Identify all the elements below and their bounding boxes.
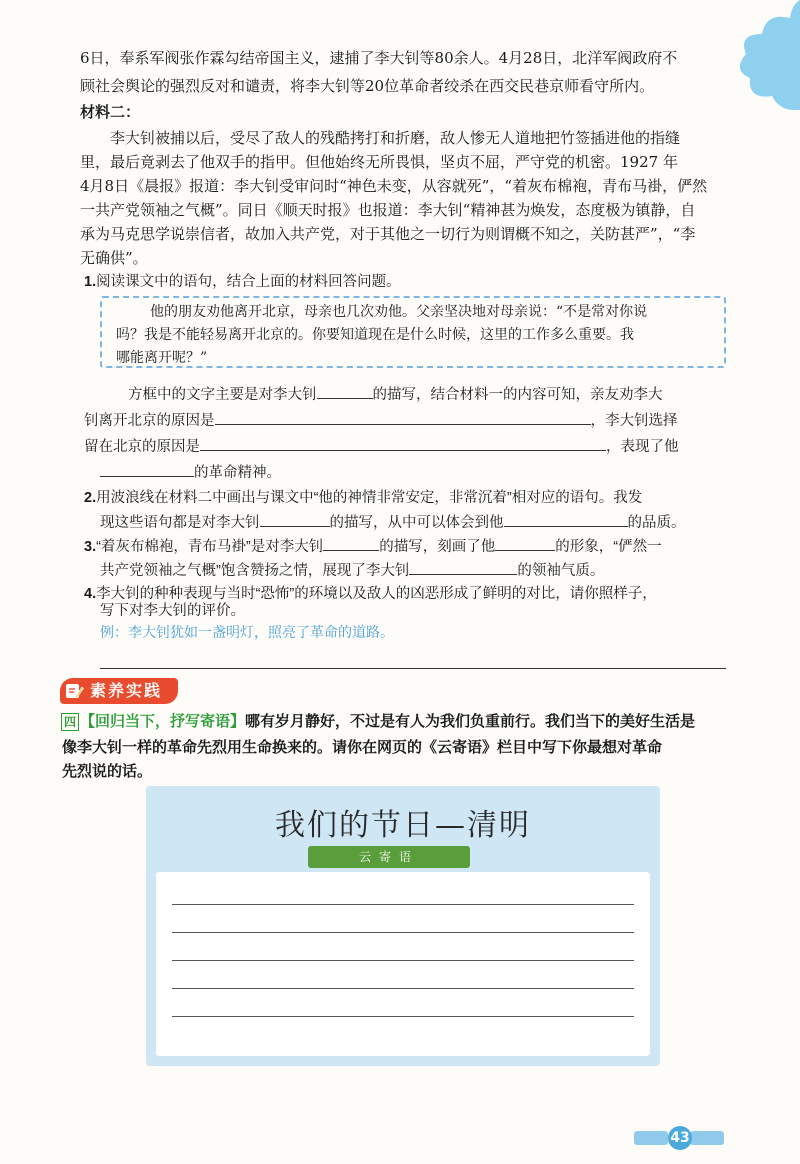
card-tab-bar: 云寄语 [308,846,470,868]
page-ornament-left [634,1131,668,1145]
answer-line [100,560,604,581]
card-title: 我们的节日—清明 [275,808,531,843]
question-4-line2: 写下对李大钊的评价。 [100,603,245,619]
page-ornament-right [690,1131,724,1145]
question-text: 的形象，“俨然一 [555,539,662,555]
answer-blank[interactable] [495,536,555,551]
writing-line[interactable] [172,988,634,989]
material-two-line: 4月8日《晨报》报道：李大钊受审问时“神色未变，从容就死”，“着灰布棉袍，青布马褂，俨然 [80,177,708,195]
answer-text: 共产党领袖之气概”饱含赞扬之情，展现了李大钊 [100,563,410,579]
question-text: 阅读课文中的语句，结合上面的材料回答问题。 [96,274,401,290]
answer-line [84,410,678,431]
answer-text: 的领袖气质。 [517,563,605,579]
material-two-line: 李大钊被捕以后，受尽了敌人的残酷拷打和折磨，敌人惨无人道地把竹签插进他的指缝 [110,129,681,147]
question-number: 4. [84,586,97,602]
answer-text: 方框中的文字主要是对李大钊 [128,387,317,403]
material-two-line: 里，最后竟剥去了他双手的指甲。但他始终无所畏惧，坚贞不屈，严守党的机密。1927 年 [80,153,678,171]
answer-blank[interactable] [317,384,373,399]
practice-text: 哪有岁月静好，不过是有人为我们负重前行。我们当下的美好生活是 [245,712,696,730]
material-two-line: 一共产党领袖之气概”。同日《顺天时报》也报道：李大钊“精神甚为焕发，态度极为镇静，自 [80,201,696,219]
material-two-line: 承为马克思学说崇信者，故加入共产党，对于其他之一切行为则谓概不知之，关防甚严”，“李 [80,225,696,243]
material-two-heading: 材料二： [80,103,141,121]
writing-line[interactable] [172,960,634,961]
answer-text: 钊离开北京的原因是 [84,413,215,429]
example-answer: 例：李大钊犹如一盏明灯，照亮了革命的道路。 [100,625,394,641]
answer-blank[interactable] [323,536,379,551]
answer-text: 的描写，从中可以体会到他 [329,515,504,531]
answer-line [84,436,679,457]
practice-badge [60,678,178,704]
pencil-note-icon [64,681,84,701]
question-text: 用波浪线在材料二中画出与课文中“他的神情非常安定，非常沉着”相对应的语句。我发 [96,490,643,506]
answer-blank[interactable] [200,436,606,451]
page-number-badge [634,1126,724,1150]
answer-blank[interactable] [215,410,591,425]
section-tag: 【回归当下，抒写寄语】 [80,712,246,730]
material-one-line: 6日，奉系军阀张作霖勾结帝国主义，逮捕了李大钊等80余人。4月28日，北洋军阀政府不 [80,49,678,67]
answer-writing-line[interactable] [100,668,726,669]
badge-label: 素养实践 [90,681,163,700]
section-number: 四 [61,713,79,731]
answer-blank[interactable] [100,462,194,477]
answer-line [128,384,663,405]
quote-line: 他的朋友劝他离开北京，母亲也几次劝他。父亲坚决地对母亲说：“不是常对你说 [150,304,648,320]
writing-line[interactable] [172,932,634,933]
answer-line [100,462,281,483]
question-text: 的描写，刻画了他 [379,539,496,555]
writing-line[interactable] [172,904,634,905]
question-number: 2. [84,490,97,506]
question-1-prompt [84,272,401,292]
writing-line[interactable] [172,1016,634,1017]
answer-text: ，表现了他 [606,439,679,455]
answer-text: 现这些语句都是对李大钊 [100,515,260,531]
question-3 [84,536,662,557]
answer-text: 的品质。 [627,515,686,531]
material-one-line: 顾社会舆论的强烈反对和谴责，将李大钊等20位革命者绞杀在西交民巷京师看守所内。 [80,77,655,95]
page-number: 43 [668,1126,692,1150]
answer-text: ，李大钊选择 [590,413,678,429]
practice-line [80,710,695,732]
answer-text: 的描写，结合材料一的内容可知，亲友劝李大 [372,387,663,403]
question-number: 1. [84,274,97,290]
answer-text: 的革命精神。 [194,465,281,481]
answer-blank[interactable] [260,512,330,527]
cloud-message-card [146,786,660,1066]
answer-blank[interactable] [409,560,517,575]
message-writing-area[interactable] [156,872,650,1056]
quote-line: 吗？我是不能轻易离开北京的。你要知道现在是什么时候，这里的工作多么重要。我 [116,327,634,343]
answer-line [100,512,686,533]
material-two-line: 无确供”。 [80,249,148,267]
question-number: 3. [84,539,97,555]
answer-text: 留在北京的原因是 [84,439,200,455]
practice-line: 像李大钊一样的革命先烈用生命换来的。请你在网页的《云寄语》栏目中写下你最想对革命 [62,738,663,756]
practice-line: 先烈说的话。 [62,762,153,780]
question-2 [84,488,642,508]
question-text: “着灰布棉袍，青布马褂”是对李大钊 [96,539,324,555]
quote-line: 哪能离开呢？” [116,350,208,366]
answer-blank[interactable] [504,512,628,527]
cloud-decoration [710,0,800,110]
question-text: 李大钊的种种表现与当时“恐怖”的环境以及敌人的凶恶形成了鲜明的对比，请你照样子， [96,586,657,602]
